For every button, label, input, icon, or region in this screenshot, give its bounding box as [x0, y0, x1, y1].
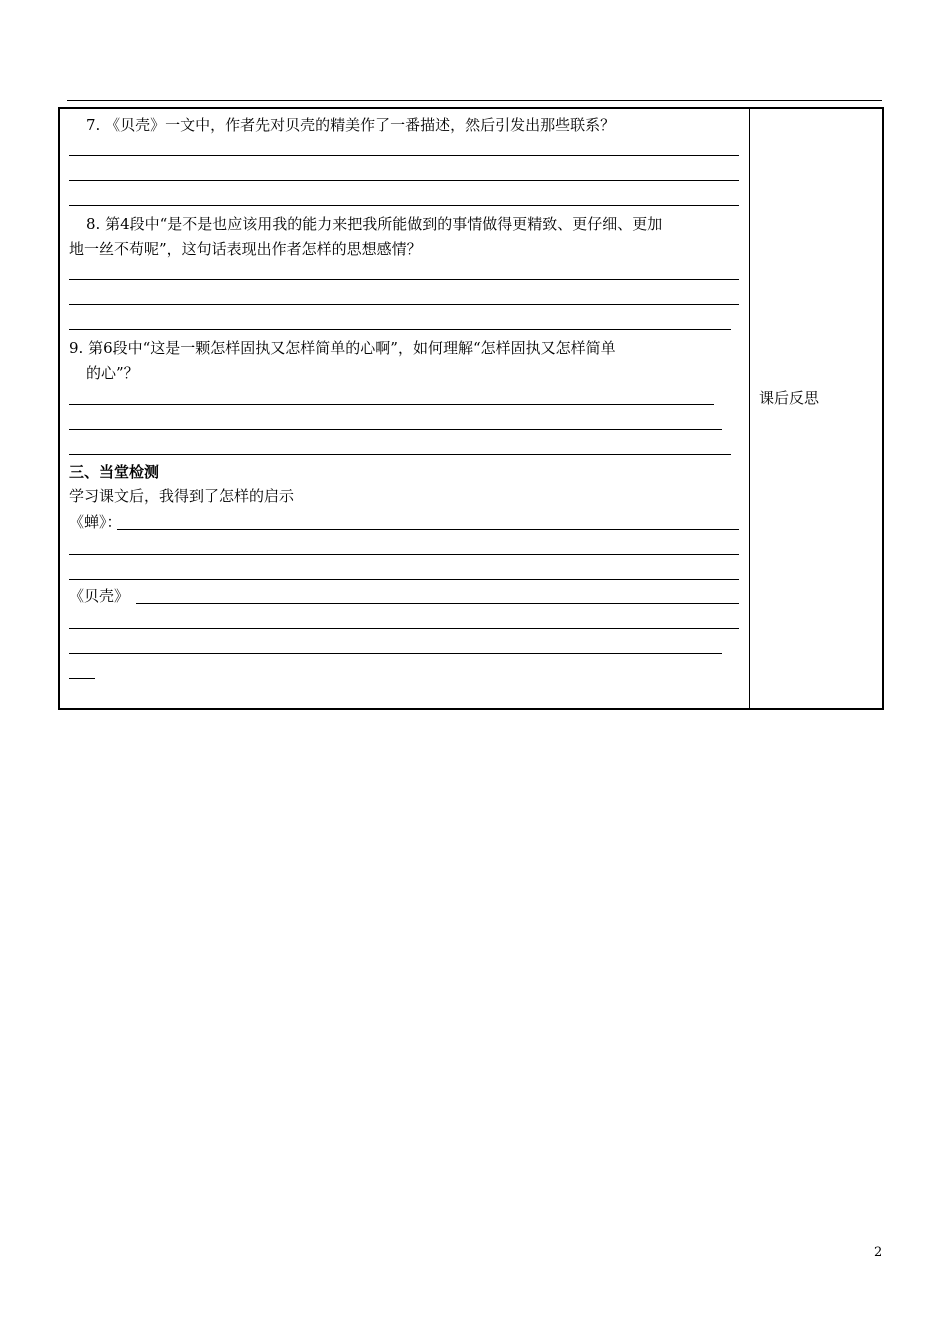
answer-line[interactable]	[69, 304, 739, 305]
answer-line[interactable]	[69, 155, 739, 156]
question-8-line-1: 8. 第4段中“是不是也应该用我的能力来把我所能做到的事情做得更精致、更仔细、更加	[86, 215, 663, 233]
column-divider	[749, 109, 750, 708]
worksheet-table	[58, 107, 884, 710]
item-shell-label: 《贝壳》	[69, 587, 130, 605]
answer-line[interactable]	[69, 279, 739, 280]
answer-line[interactable]	[69, 579, 739, 580]
answer-line[interactable]	[69, 429, 722, 430]
answer-line[interactable]	[69, 554, 739, 555]
question-9-line-2: 的心”？	[86, 364, 139, 382]
answer-line[interactable]	[69, 329, 731, 330]
question-9-line-1: 9. 第6段中“这是一颗怎样固执又怎样简单的心啊”，如何理解“怎样固执又怎样简单	[69, 339, 616, 357]
item-cicada-label: 《蝉》：	[69, 513, 122, 531]
section-heading: 三、当堂检测	[69, 463, 160, 481]
section-prompt: 学习课文后，我得到了怎样的启示	[69, 487, 295, 505]
question-8-line-2: 地一丝不苟呢”，这句话表现出作者怎样的思想感情？	[69, 240, 422, 258]
header-rule	[67, 100, 882, 101]
answer-line[interactable]	[69, 653, 722, 654]
answer-line[interactable]	[69, 628, 739, 629]
reflection-label: 课后反思	[759, 389, 820, 407]
page-number: 2	[874, 1245, 883, 1260]
answer-line[interactable]	[69, 404, 714, 405]
answer-line[interactable]	[69, 180, 739, 181]
answer-line[interactable]	[117, 529, 739, 530]
answer-line-stub[interactable]	[69, 678, 95, 679]
question-7: 7. 《贝壳》一文中，作者先对贝壳的精美作了一番描述，然后引发出那些联系？	[86, 116, 616, 134]
answer-line[interactable]	[136, 603, 739, 604]
answer-line[interactable]	[69, 454, 731, 455]
answer-line[interactable]	[69, 205, 739, 206]
